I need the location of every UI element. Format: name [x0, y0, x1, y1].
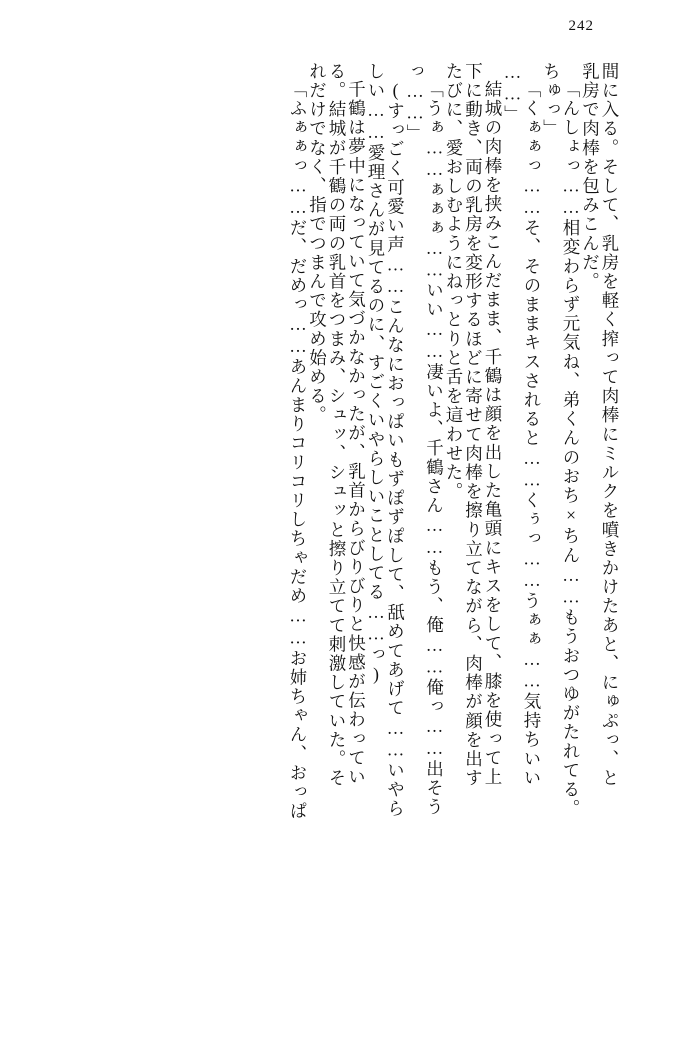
- text-column: る。結城が千鶴の両の乳首をつまみ、シュッ、シュッと擦り立てて刺激していた。そ: [327, 62, 347, 788]
- text-column: ……」: [502, 62, 523, 125]
- text-column: 間に入る。そして、乳房を軽く搾って肉棒にミルクを噴きかけたあと、にゅぷっ、と: [600, 62, 620, 788]
- text-column: 「ふぁぁっ……だ、だめっ……あんまりコリコリしちゃだめ……お姉ちゃん、おっぱ: [288, 80, 308, 821]
- text-column: 「んしょっ……相変わらず元気ね、弟くんのおち×ちん……もうおつゆがたれてる。: [561, 80, 581, 819]
- text-column: ちゅっ」: [541, 62, 562, 139]
- text-column: 結城の肉棒を挟みこんだまま、千鶴は顔を出した亀頭にキスをして、膝を使って上: [483, 80, 503, 787]
- text-column: れだけでなく、指でつまんで攻め始める。: [307, 62, 328, 425]
- text-column: 「くぁぁっ……そ、そのままキスされると……くぅっ……うぁぁ……気持ちいい: [522, 80, 542, 788]
- text-column: っ……」: [405, 62, 425, 144]
- text-column: 千鶴は夢中になっていて気づかなかったが、乳首からびりびりと快感が伝わってい: [346, 80, 367, 787]
- text-column: 「うぁ……ぁぁぁ……いい……凄いよ、千鶴さん……もう、俺……俺っ……出そう: [424, 80, 445, 817]
- text-column: たびに、愛おしむようにねっとりと舌を這わせた。: [444, 62, 464, 502]
- text-column: 乳房で肉棒を包みこんだ。: [580, 62, 601, 292]
- text-column: しい……愛理さんが見てるのに、すごくいやらしいことしてる……っ): [366, 62, 386, 686]
- text-column: 下に動き、両の乳房を変形するほどに寄せて肉棒を擦り立てながら、肉棒が顔を出す: [463, 62, 484, 788]
- body-text-columns: [58, 62, 618, 992]
- text-column: (すっごく可愛い声……こんなにおっぱいもずぽずぽして、舐めてあげて……いやら: [385, 80, 406, 819]
- page-number: 242: [568, 18, 594, 34]
